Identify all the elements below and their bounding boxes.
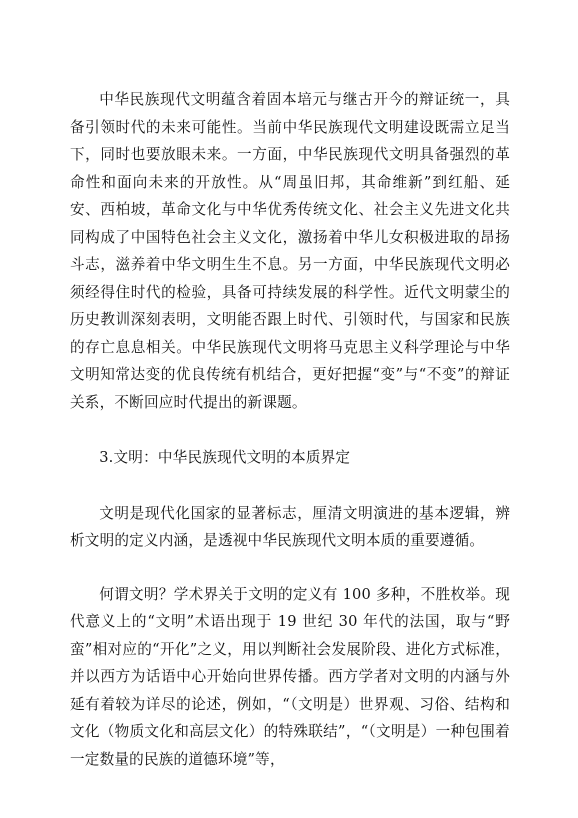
paragraph-spacer (70, 416, 510, 444)
body-paragraph: 中华民族现代文明蕴含着固本培元与继古开今的辩证统一，具备引领时代的未来可能性。当前中华民族现代文明建设既需立足当下，同时也要放眼未来。一方面，中华民族现代文明具备强烈的革命性和面向未来的开放性。从“周虽旧邦，其命维新”到红船、延安、西柏坡，革命文化与中华优秀传统文化、社会主义先进文化共同构成了中国特色社会主义文化，激扬着中华儿女积极进取的昂扬斗志，滋养着中华文明生生不息。另一方面，中华民族现代文明必须经得住时代的检验，具备可持续发展的科学性。近代文明蒙尘的历史教训深刻表明，文明能否跟上时代、引领时代，与国家和民族的存亡息息相关。中华民族现代文明将马克思主义科学理论与中华文明知常达变的优良传统有机结合，更好把握“变”与“不变”的辩证关系，不断回应时代提出的新课题。 (70, 91, 510, 411)
paragraph-spacer (70, 472, 510, 500)
document-body (70, 86, 510, 773)
body-paragraph: 何谓文明？学术界关于文明的定义有 100 多种，不胜枚举。现代意义上的“文明”术语出现于 19 世纪 30 年代的法国，取与“野蛮”相对应的“开化”之义，用以判断社会发展阶段、进化方式标准，并以西方为话语中心开始向世界传播。西方学者对文明的内涵与外延有着较为详尽的论述，例如，“（文明是）世界观、习俗、结构和文化（物质文化和高层文化）的特殊联结”，“（文明是）一种包围着一定数量的民族的道德环境”等， (70, 585, 510, 768)
body-paragraph: 文明是现代化国家的显著标志，厘清文明演进的基本逻辑，辨析文明的定义内涵，是透视中华民族现代文明本质的重要遵循。 (70, 504, 510, 549)
section-heading: 3.文明：中华民族现代文明的本质界定 (99, 449, 351, 466)
paragraph-spacer (70, 555, 510, 581)
